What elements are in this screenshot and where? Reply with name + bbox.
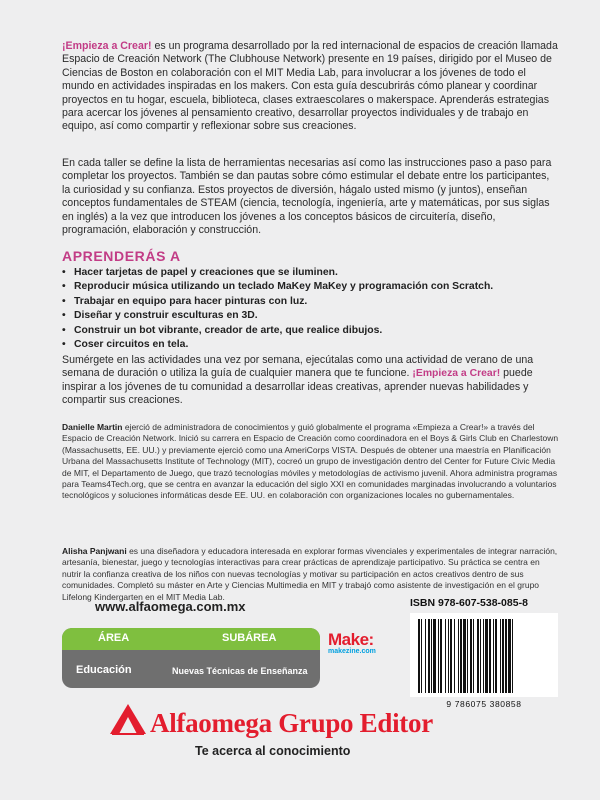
- publisher-name: Alfaomega Grupo Editor: [150, 708, 433, 738]
- program-name: ¡Empieza a Crear!: [62, 40, 152, 52]
- publisher-tagline: Te acerca al conocimiento: [195, 744, 351, 758]
- author-bio-danielle: [62, 422, 560, 502]
- area-value: Educación: [76, 664, 132, 676]
- program-name-inline: ¡Empieza a Crear!: [412, 368, 501, 380]
- workshop-paragraph: En cada taller se define la lista de herramientas necesarias así como las instrucciones paso a paso para completar los proyectos. También se dan pautas sobre cómo estimular el debate entre los participantes, la curiosidad y su confianza. Estos proyectos de diversión, hágalo usted mismo (y juntos), enseñan conceptos fundamentales de STEAM (ciencia, tecnología, ingeniería, arte y matemáticas, por sus siglas en inglés) a la vez que introducen los jóvenes a los conceptos básicos de circuitería, diseño, programación, elaboración y construcción.: [62, 157, 552, 237]
- usage-paragraph: [62, 354, 560, 408]
- learn-item: • Coser circuitos en tela.: [62, 338, 493, 352]
- learn-item: • Trabajar en equipo para hacer pinturas con luz.: [62, 295, 493, 309]
- subarea-label: SUBÁREA: [222, 632, 277, 644]
- subarea-value: Nuevas Técnicas de Enseñanza: [172, 666, 308, 676]
- learn-item: • Reproducir música utilizando un teclado MaKey MaKey y programación con Scratch.: [62, 280, 493, 294]
- author-bio-alisha: [62, 546, 560, 603]
- isbn-label: ISBN 978-607-538-085-8: [410, 597, 528, 609]
- area-label: ÁREA: [98, 632, 130, 644]
- learn-heading: APRENDERÁS A: [62, 248, 181, 264]
- learn-item: • Diseñar y construir esculturas en 3D.: [62, 309, 493, 323]
- author-bio-text: ejerció de administradora de conocimientos y guió globalmente el programa «Empieza a Crear!» a través del Espacio de Creación Network. Inició su carrera en Espacio de Creación como coordinadora en el Boys & Girls Club en Charlestown (Massachusetts, EE. UU.) y previamente ejerció como una AmeriCorps VISTA. Después de obtener una maestría en Planificación Urbana del Massachusetts Institute of Technology (MIT), cocreó un grupo de investigación dentro del Center for Future Civic Media de MIT, el Departamento de Juego, que trazó tecnologías móviles y metodologías de activismo juvenil. Ahora administra programas para Teams4Tech.org, que se centra en avanzar la educación del siglo XXI en comunidades marginadas involucrando a voluntarios tecnológicos y soluciones informáticas desde EE. UU. en colaboración con organizaciones locales no gubernamentales.: [62, 422, 559, 501]
- alfaomega-a-icon: [108, 702, 148, 736]
- author-bio-text: es una diseñadora y educadora interesada en explorar formas vivenciales y experimentales de integrar narración, artesanía, bienestar, juego y tecnologías interactivas para crear prácticas de aprendizaje participativo. Su práctica se centra en nutrir la confianza creativa de los niños con nuevas tecnologías y motivar su participación en actos creativos dentro de sus comunidades. Completó su máster en Arte y Ciencias Multimedia en MIT y trabajó como asistente de investigación en el grupo Lifelong Kindergarten en el MIT Media Lab.: [62, 546, 558, 602]
- category-band: [62, 628, 320, 688]
- learn-list: [62, 266, 493, 352]
- usage-text-end: puede inspirar a los jóvenes de tu comunidad a desarrollar ideas creativas, aprender nuevas habilidades y compartir sus creaciones.: [62, 367, 533, 407]
- learn-item: • Hacer tarjetas de papel y creaciones que se iluminen.: [62, 266, 493, 280]
- barcode-digits: 9 786075 380858: [446, 699, 522, 709]
- usage-text-start: Sumérgete en las actividades una vez por semana, ejecútalas como una actividad de verano de una semana de duración o utiliza la guía de cualquier manera que te funcione.: [62, 354, 534, 380]
- barcode-icon: [410, 613, 558, 697]
- make-logo-word: Make:: [328, 630, 374, 649]
- intro-paragraph: [62, 40, 560, 134]
- author-name: Danielle Martin: [62, 422, 123, 432]
- learn-item: • Construir un bot vibrante, creador de arte, que realice dibujos.: [62, 324, 493, 338]
- author-name: Alisha Panjwani: [62, 546, 127, 556]
- publisher-website[interactable]: www.alfaomega.com.mx: [95, 599, 246, 614]
- barcode: [410, 613, 558, 697]
- make-logo: [328, 630, 376, 655]
- make-logo-url: makezine.com: [328, 648, 376, 655]
- intro-text: es un programa desarrollado por la red internacional de espacios de creación llamada Espacio de Creación Network (The Clubhouse Network) presente en 19 países, dirigido por el Museo de Ciencias de Boston en colaboración con el MIT Media Lab, para involucrar a los jóvenes de todo el mundo en actividades inspiradas en los makers. Con esta guía descubrirás cómo planear y coordinar proyectos en tu hogar, escuela, biblioteca, clases extraescolares o makerspace. Aprenderás estrategias para acercar los jóvenes al pensamiento creativo, desarrollar proyectos individuales y de trabajo en equipo, así como compartir y reflexionar sobre sus creaciones.: [62, 40, 558, 133]
